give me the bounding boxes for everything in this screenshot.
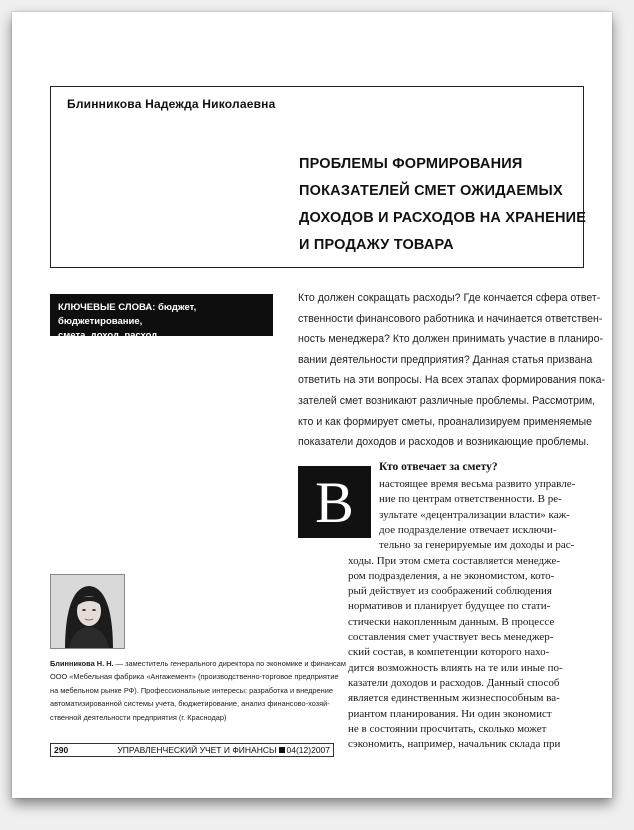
author-bio [50, 657, 346, 724]
bio-first-line: — заместитель генерального директора по экономике и финансам [113, 659, 346, 668]
bio-name: Блинникова Н. Н. [50, 659, 114, 668]
title-line: ПОКАЗАТЕЛЕЙ СМЕТ ОЖИДАЕМЫХ [299, 183, 563, 199]
portrait-image [51, 575, 125, 649]
bio-line: на мебельном рынке РФ). Профессиональные интересы: разработка и внедрение [50, 685, 333, 695]
title-line: И ПРОДАЖУ ТОВАРА [299, 237, 454, 253]
abstract [298, 288, 606, 453]
body-line: ский состав, в компетенции которого нахо- [348, 646, 550, 659]
abstract-line: Кто должен сокращать расходы? Где кончается сфера ответ- [298, 292, 601, 304]
body-line: дится возможность влиять на те или иные по- [348, 661, 563, 674]
body-line: настоящее время весьма развито управле- [379, 478, 576, 490]
author-name: Блинникова Надежда Николаевна [67, 97, 276, 111]
article-header-frame [50, 86, 587, 268]
bio-line: ООО «Мебельная фабрика «Ангажемент» (производственно-торговое предприятие [50, 672, 339, 682]
body-line: стически накопленным данным. В процессе [348, 615, 555, 628]
journal-name: УПРАВЛЕНЧЕСКИЙ УЧЕТ И ФИНАНСЫ [117, 745, 277, 755]
body-line: рый действует из соображений соблюдения [348, 585, 552, 598]
body-line: составления смет участвует весь менеджер- [348, 631, 554, 643]
author-photo [50, 574, 125, 649]
keywords-line: смета, доход, расход [58, 330, 158, 341]
keywords-line: КЛЮЧЕВЫЕ СЛОВА: бюджет, бюджетирование, [58, 302, 197, 327]
page-number: 290 [54, 745, 69, 755]
body-line: казатели доходов и расходов. Данный способ [348, 676, 560, 689]
bio-line [50, 657, 346, 670]
journal-info [117, 745, 330, 755]
abstract-line: показатели доходов и расходов и возникающие проблемы. [298, 436, 589, 449]
journal-page [12, 12, 612, 798]
body-line: сэкономить, например, начальник склада при [348, 738, 561, 751]
body-line: ходы. При этом смета составляется менедже- [348, 554, 561, 567]
abstract-line: ответить на эти вопросы. На всех этапах формирования пока- [298, 374, 606, 387]
abstract-line: ственности финансового работника и начинается ответствен- [298, 312, 603, 325]
title-line: ПРОБЛЕМЫ ФОРМИРОВАНИЯ [299, 156, 523, 172]
journal-issue: 04(12)2007 [286, 745, 330, 755]
abstract-line: зателей смет возникают различные проблемы. Рассмотрим, [298, 394, 596, 407]
body-line: дое подразделение отвечает исключи- [379, 523, 557, 536]
section-heading: Кто отвечает за смету? [379, 461, 498, 473]
bio-line: автоматизированной системы учета, бюджетирование, анализ финансово-хозяй- [50, 699, 330, 709]
page-footer [50, 743, 334, 757]
body-line: риантом планирования. Ни один экономист [348, 707, 552, 720]
body-line: нормативов и планирует будущее по стати- [348, 600, 551, 613]
abstract-line: ность менеджера? Кто должен принимать участие в планиро- [298, 333, 603, 346]
abstract-line: кто и как формирует сметы, проанализируем применяемые [298, 415, 593, 428]
article-title [299, 151, 587, 259]
body-line: ние по центрам ответственности. В ре- [379, 493, 562, 506]
abstract-line: вании деятельности предприятия? Данная статья призвана [298, 353, 593, 366]
body-line: ром подразделения, а не экономистом, кото- [348, 569, 555, 582]
body-line: тельно за генерируемые им доходы и рас- [379, 539, 575, 552]
square-bullet-icon [279, 747, 285, 753]
drop-cap: В [298, 466, 371, 538]
body-line: является единственным жизнеспособным ва- [348, 692, 560, 705]
body-line: не в состоянии просчитать, сколько может [348, 722, 547, 735]
keywords-box [50, 294, 273, 341]
bio-line: ственной деятельности предприятия (г. Краснодар) [50, 712, 227, 722]
body-line: зультате «децентрализации власти» каж- [379, 508, 570, 521]
title-line: ДОХОДОВ И РАСХОДОВ НА ХРАНЕНИЕ [299, 210, 587, 226]
